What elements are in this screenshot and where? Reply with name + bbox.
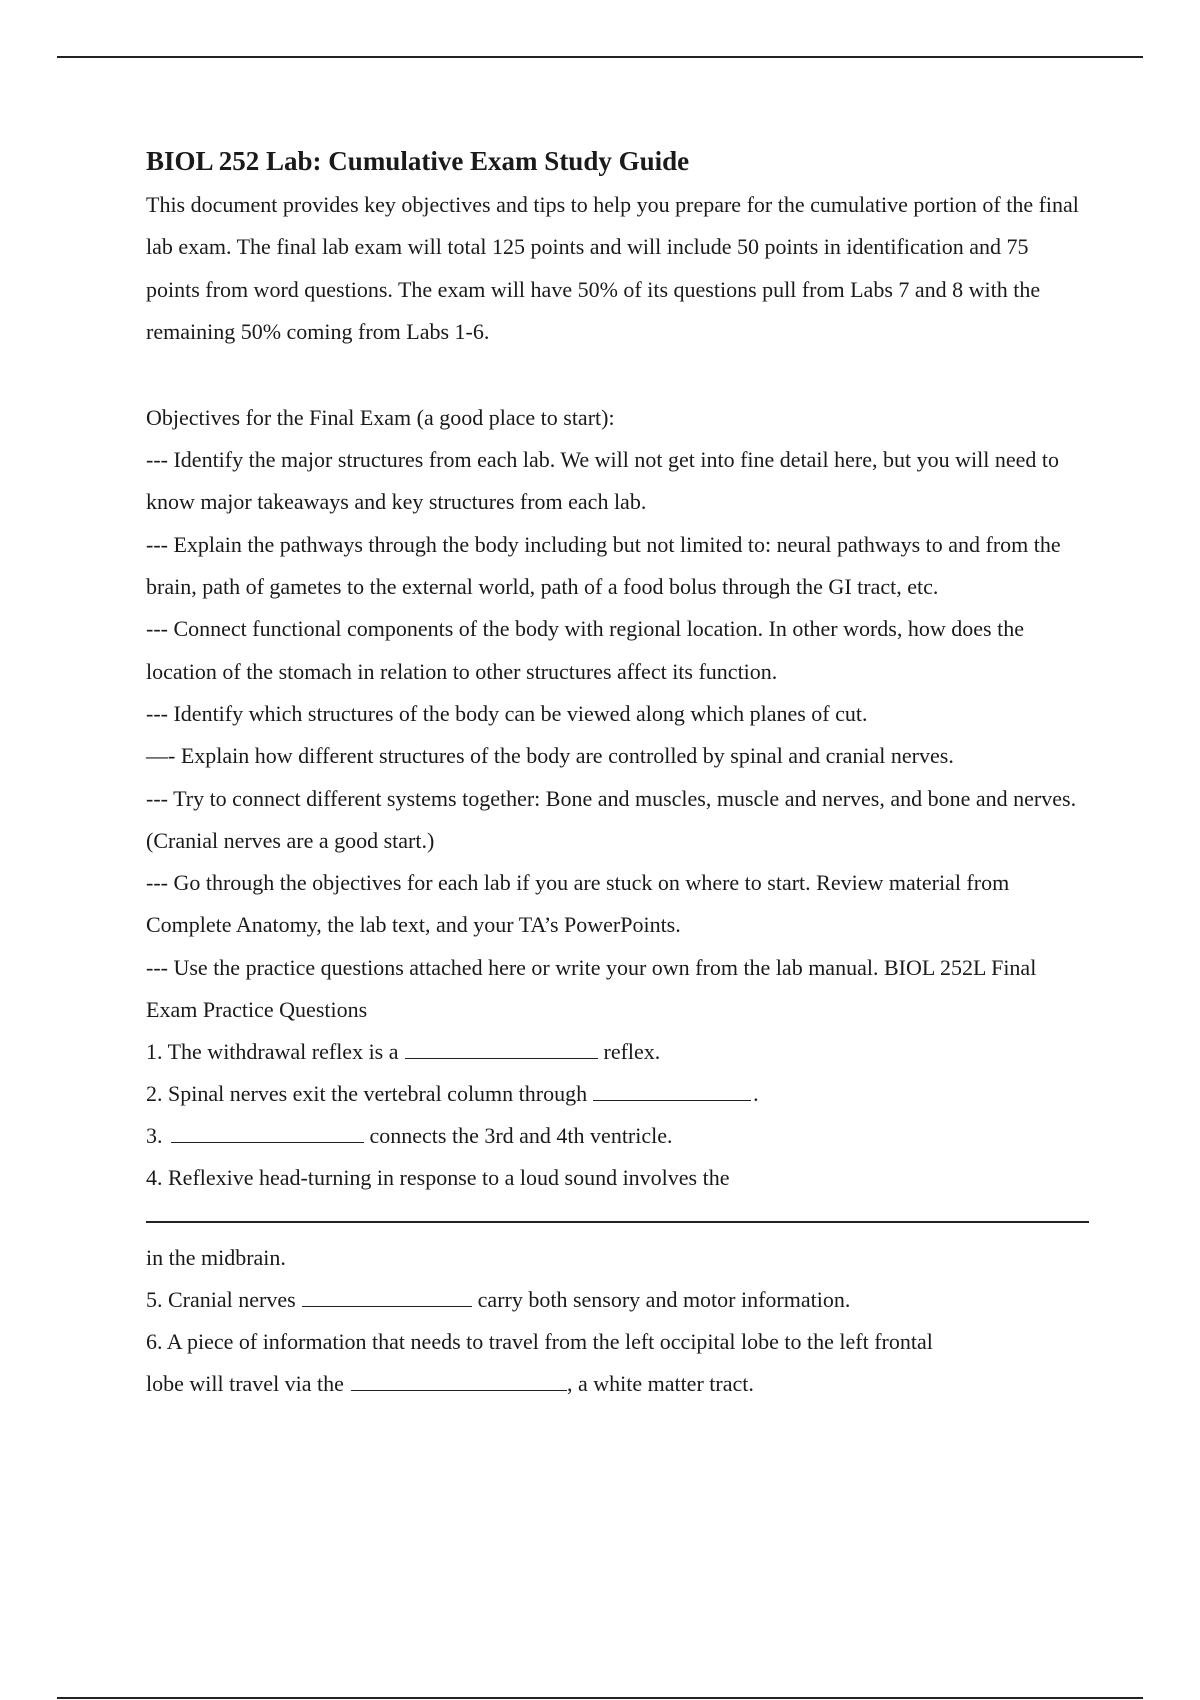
- objective-item: --- Explain the pathways through the body including but not limited to: neural pathways to and from the brain, path of gametes to the external world, path of a food bolus through the GI tract, etc.: [146, 531, 1061, 600]
- answer-blank-2[interactable]: [593, 1080, 751, 1101]
- answer-blank-4[interactable]: [146, 1221, 1089, 1223]
- question-6-continuation: [146, 1363, 1086, 1405]
- objectives-heading: Objectives for the Final Exam (a good place to start):: [146, 405, 615, 431]
- objective-item: --- Try to connect different systems together: Bone and muscles, muscle and nerves, and bone and nerves. (Cranial nerves are a good start.): [146, 785, 1077, 853]
- intro-paragraph: This document provides key objectives and tips to help you prepare for the cumulative portion of the final lab exam. The final lab exam will total 125 points and will include 50 points in identification and 75 points from word questions. The exam will have 50% of its questions pull from Labs 7 and 8 with the remaining 50% coming from Labs 1-6.: [146, 192, 1079, 344]
- question-3: [146, 1115, 1086, 1157]
- question-5-prompt: 5. Cranial nerves: [146, 1287, 296, 1313]
- question-6-suffix: , a white matter tract.: [566, 1371, 754, 1397]
- question-2-suffix: .: [753, 1081, 759, 1107]
- question-6-prompt: lobe will travel via the: [146, 1371, 344, 1397]
- document-body: [146, 138, 1086, 1405]
- question-1: [146, 1031, 1086, 1073]
- section-spacer: [146, 353, 1086, 397]
- answer-blank-6[interactable]: [351, 1370, 567, 1391]
- bottom-rule: [57, 1697, 1143, 1699]
- question-3-number: 3.: [146, 1123, 163, 1149]
- question-5: [146, 1279, 1086, 1321]
- answer-blank-3[interactable]: [171, 1122, 364, 1143]
- question-4-continuation: in the midbrain.: [146, 1245, 286, 1271]
- question-2: [146, 1073, 1086, 1115]
- question-4-prompt: 4. Reflexive head-turning in response to a loud sound involves the: [146, 1165, 730, 1191]
- objective-item: —- Explain how different structures of the body are controlled by spinal and cranial nerves.: [146, 743, 954, 769]
- objective-item: --- Use the practice questions attached here or write your own from the lab manual. BIOL 252L Final Exam Practice Questions: [146, 954, 1037, 1023]
- objective-item: --- Identify the major structures from each lab. We will not get into fine detail here, but you will need to know major takeaways and key structures from each lab.: [146, 447, 1059, 515]
- document-title: BIOL 252 Lab: Cumulative Exam Study Guide: [146, 146, 690, 176]
- question-1-suffix: reflex.: [603, 1039, 661, 1065]
- question-5-suffix: carry both sensory and motor information.: [477, 1287, 851, 1313]
- objective-item: --- Go through the objectives for each lab if you are stuck on where to start. Review material from Complete Anatomy, the lab text, and your TA’s PowerPoints.: [146, 870, 1010, 938]
- question-1-prompt: 1. The withdrawal reflex is a: [146, 1039, 399, 1065]
- question-4: [146, 1157, 1086, 1199]
- question-3-suffix: connects the 3rd and 4th ventricle.: [369, 1123, 673, 1149]
- top-rule: [57, 56, 1143, 58]
- question-6: 6. A piece of information that needs to travel from the left occipital lobe to the left frontal: [146, 1329, 933, 1355]
- question-2-prompt: 2. Spinal nerves exit the vertebral column through: [146, 1081, 588, 1107]
- answer-blank-1[interactable]: [405, 1038, 598, 1059]
- answer-blank-5[interactable]: [302, 1286, 472, 1307]
- objective-item: --- Identify which structures of the body can be viewed along which planes of cut.: [146, 700, 868, 726]
- objective-item: --- Connect functional components of the body with regional location. In other words, how does the location of the stomach in relation to other structures affect its function.: [146, 616, 1024, 684]
